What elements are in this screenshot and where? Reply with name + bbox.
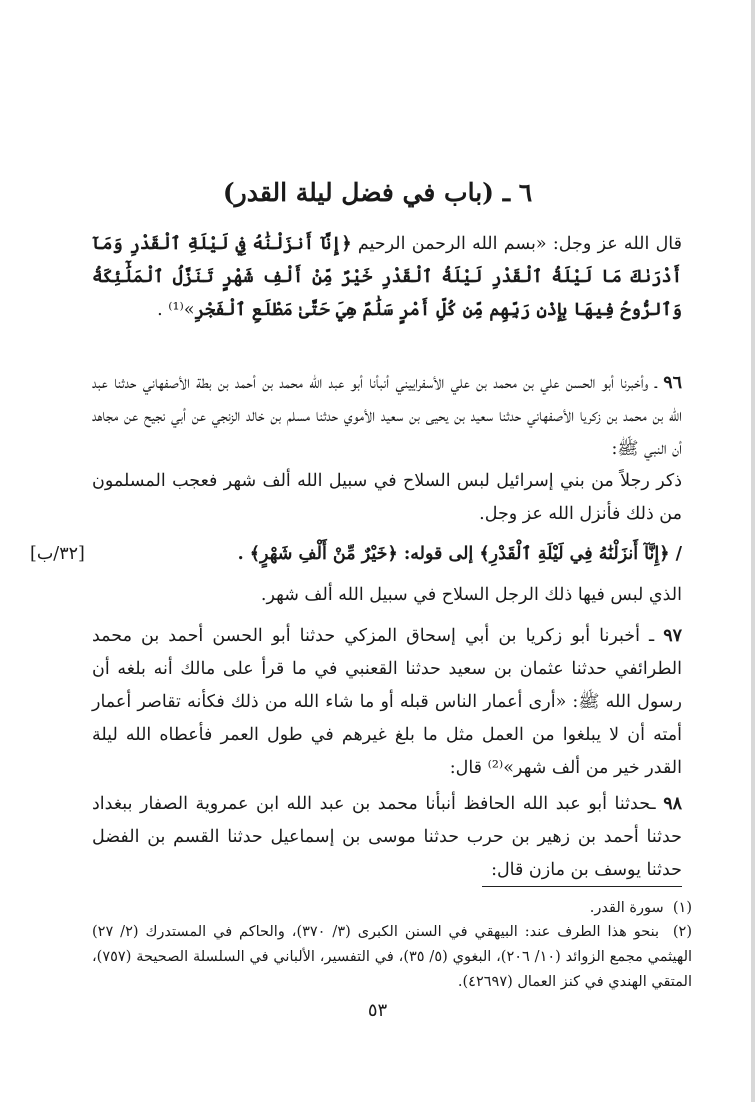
- hadith-number: ٩٨: [663, 794, 682, 814]
- hadith-98-paragraph: [92, 788, 682, 887]
- folio-marker: [٣٢/ب]: [30, 544, 85, 564]
- intro-lead: قال الله عز وجل: «بسم الله الرحمن الرحيم: [351, 234, 682, 254]
- verse-line: [30, 537, 682, 571]
- footnote-text: سورة القدر.: [589, 900, 664, 916]
- footnote-1: [92, 896, 692, 921]
- footnote-divider: [482, 886, 682, 887]
- footnote-mark: (١): [672, 900, 692, 916]
- hadith-number: ٩٦: [663, 373, 682, 393]
- hadith-text: ـحدثنا أبو عبد الله الحافظ أنبأنا محمد بن عبد الله ابن عمروية الصفار ببغداد حدثنا أحمد بن زهير بن حرب حدثنا موسى بن إسماعيل حدثنا القسم بن الفضل حدثنا يوسف بن مازن قال:: [92, 794, 682, 880]
- hadith-number: ٩٧: [663, 626, 682, 646]
- footnote-mark: (٢): [672, 924, 692, 940]
- intro-tail: »⁽¹⁾ .: [157, 300, 195, 320]
- intro-paragraph: [92, 228, 682, 327]
- hadith-96-continuation: ذكر رجلاً من بني إسرائيل لبس السلاح في سبيل الله ألف شهر فعجب المسلمون من ذلك فأنزل الله عز وجل.: [92, 471, 682, 524]
- chapter-title: ٦ ـ (باب في فضل ليلة القدر): [222, 178, 533, 207]
- footnote-2: [92, 920, 692, 995]
- page-number: ٥٣: [367, 1000, 388, 1021]
- hadith-text: ـ وأخبرنا أبو الحسن علي بن محمد بن علي الأسفراييني أنبأنا أبو عبد الله محمد بن أحمد بن بطة الأصفهاني حدثنا عبد الله بن محمد بن زكريا الأصفهاني حدثنا سعيد بن يحيى بن سعيد الأموي حدثنا مسلم بن خالد الزنجي عن أبي نجيح عن مجاهد أن النبي ﷺ:: [92, 373, 682, 459]
- footnote-text: بنحو هذا الطرف عند: البيهقي في السنن الكبرى (٣/ ٣٧٠)، والحاكم في المستدرك (٢/ ٢٧) الهيثمي مجمع الزوائد (١٠/ ٢٠٦)، البغوي (٥/ ٣٥)، في التفسير، الألباني في السلسلة الصحيحة (٧٥٧)، المتقي الهندي في كنز العمال (٤٢٦٩٧).: [92, 924, 693, 990]
- hadith-97-paragraph: [92, 620, 682, 785]
- hadith-text: ـ أخبرنا أبو زكريا بن أبي إسحاق المزكي حدثنا أبو الحسن أحمد بن محمد الطرائفي حدثنا عثمان بن سعيد حدثنا القعنبي في ما قرأ على مالك أنه بلغه أن رسول الله ﷺ: «أرى أعمار الناس قبله أو ما شاء الله من ذلك فكأنه تقاصر أعمار أمته أن لا يبلغوا من العمل مثل ما بلغ غيرهم في طول العمر فأعطاه الله ليلة القدر خير من ألف شهر»⁽²⁾ قال:: [92, 626, 682, 778]
- scan-edge-shadow: [751, 0, 755, 1102]
- quran-surah-al-qadr: ﴿إِنَّآ أَنزَلْنَٰهُ فِي لَيْلَةِ ٱلْقَدْرِ وَمَآ أَدْرَىٰكَ مَا لَيْلَةُ ٱلْقَدْرِ لَيْلَةُ ٱلْقَدْرِ خَيْرٌ مِّنْ أَلْفِ شَهْرٍ تَنَزَّلُ ٱلْمَلَٰٓئِكَةُ وَٱلرُّوحُ فِيهَا بِإِذْنِ رَبِّهِم مِّن كُلِّ أَمْرٍ سَلَٰمٌ هِيَ حَتَّىٰ مَطْلَعِ ٱلْفَجْرِ: [92, 234, 682, 320]
- hadith-96-paragraph: [92, 367, 682, 466]
- verse-explanation: الذي لبس فيها ذلك الرجل السلاح في سبيل الله ألف شهر.: [260, 585, 682, 605]
- verse-text: / ﴿إِنَّآ أَنزَلْنَٰهُ فِي لَيْلَةِ ٱلْقَدْرِ﴾ إلى قوله: ﴿خَيْرٌ مِّنْ أَلْفِ شَهْرٍ﴾ .: [237, 544, 682, 564]
